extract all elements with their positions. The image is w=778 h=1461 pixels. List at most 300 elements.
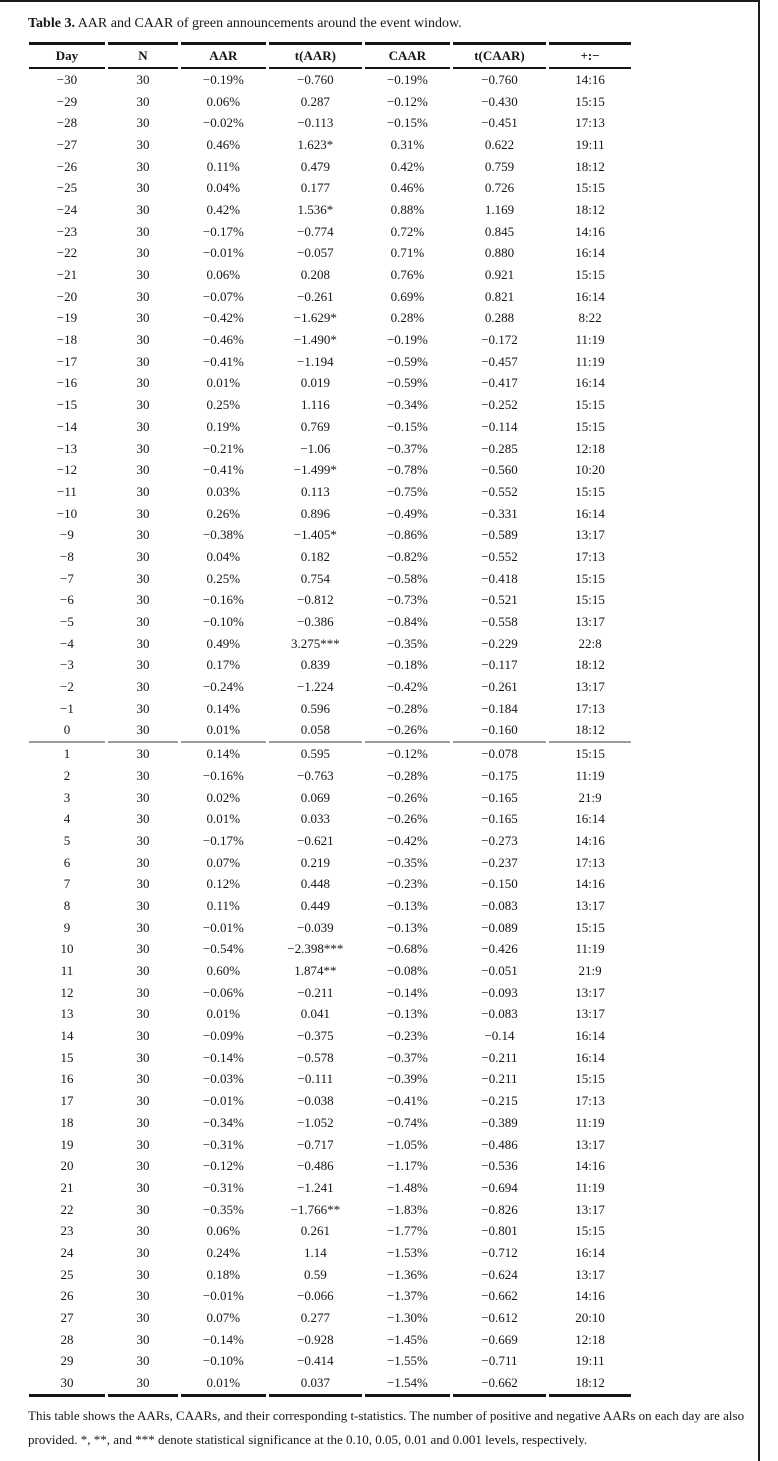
table-cell: 10 [60, 941, 74, 957]
table-cell: 18:12 [575, 158, 605, 174]
table-cell: −0.801 [481, 1223, 518, 1239]
table-cell: −1 [60, 700, 74, 716]
table-cell: 11:19 [575, 941, 605, 957]
table-cell: −0.093 [481, 984, 518, 1000]
table-cell: −0.19% [386, 332, 428, 348]
table-row [29, 982, 631, 1004]
table-cell: −1.37% [386, 1288, 428, 1304]
table-cell: 14 [60, 1028, 74, 1044]
table-cell: −0.089 [481, 919, 518, 935]
table-cell: −0.172 [481, 332, 518, 348]
table-cell: 19:11 [575, 1353, 605, 1369]
table-row [29, 917, 631, 939]
table-cell: 15:15 [549, 741, 631, 765]
table-cell: −0.417 [481, 375, 518, 391]
table-row [29, 939, 631, 961]
table-cell: 13:17 [575, 614, 605, 630]
table-cell: 0.24% [206, 1244, 241, 1260]
table-cell: 4 [63, 811, 71, 827]
table-cell: 30 [136, 267, 150, 283]
table-cell: 0.60% [206, 963, 241, 979]
table-row [29, 503, 631, 525]
table-cell: 8 [63, 897, 71, 913]
table-cell: −0.211 [481, 1049, 518, 1065]
table-cell: 30 [136, 1266, 150, 1282]
table-cell: 0.42% [390, 158, 425, 174]
table-cell: 30 [136, 223, 150, 239]
table-cell: −0.12% [202, 1158, 244, 1174]
table-cell: −0.39% [386, 1071, 428, 1087]
table-row [29, 852, 631, 874]
table-cell: 0.448 [300, 876, 330, 892]
table-cell: −0.066 [297, 1288, 334, 1304]
table-cell: 0.041 [300, 1006, 330, 1022]
table-cell: 18 [60, 1114, 74, 1130]
table-cell: −0.13% [386, 919, 428, 935]
table-cell: 11:19 [575, 767, 605, 783]
table-cell: −0.165 [481, 811, 518, 827]
table-cell: 30 [136, 548, 150, 564]
table-cell: 11:19 [575, 1179, 605, 1195]
table-cell: 13:17 [575, 897, 605, 913]
table-cell: 0.01% [181, 1372, 266, 1397]
table-cell: 30 [136, 332, 150, 348]
table-cell: −6 [60, 592, 74, 608]
table-cell: 30 [136, 245, 150, 261]
table-cell: 0.277 [300, 1310, 330, 1326]
table-row [29, 787, 631, 809]
table-cell: 30 [108, 1372, 178, 1397]
column-header: N [108, 42, 178, 69]
table-cell: −0.621 [297, 832, 334, 848]
table-cell: 30 [136, 1136, 150, 1152]
table-cell: 30 [136, 1201, 150, 1217]
table-cell: 0.46% [206, 136, 241, 152]
table-cell: −20 [56, 288, 78, 304]
table-cell: −0.261 [297, 288, 334, 304]
table-cell: 0.76% [390, 267, 425, 283]
table-cell: 30 [136, 462, 150, 478]
table-cell: 15:15 [575, 397, 605, 413]
table-cell: 0.449 [300, 897, 330, 913]
table-cell: 30 [136, 115, 150, 131]
table-cell: −0.111 [297, 1071, 334, 1087]
table-cell: 0.726 [484, 180, 515, 196]
table-cell: −0.229 [481, 635, 518, 651]
table-cell: −0.12% [365, 741, 450, 765]
table-cell: −0.14 [484, 1028, 515, 1044]
table-cell: −0.75% [386, 483, 428, 499]
table-row [29, 1220, 631, 1242]
table-cell: −5 [60, 614, 74, 630]
table-cell: 30 [136, 941, 150, 957]
table-title [28, 15, 748, 33]
table-cell: 0.02% [206, 789, 241, 805]
table-cell: −0.31% [202, 1179, 244, 1195]
table-cell: 28 [60, 1331, 74, 1347]
table-cell: −26 [56, 158, 78, 174]
table-cell: −0.86% [386, 527, 428, 543]
table-cell: −17 [56, 353, 78, 369]
table-cell: 0.59 [304, 1266, 327, 1282]
table-cell: −0.812 [297, 592, 334, 608]
table-cell: −0.28% [386, 700, 428, 716]
table-cell: 15:15 [575, 919, 605, 935]
table-row [29, 373, 631, 395]
table-row [29, 590, 631, 612]
table-cell: −0.211 [481, 1071, 518, 1087]
table-row [29, 69, 631, 91]
table-cell: −0.21% [202, 440, 244, 456]
table-footnote: This table shows the AARs, CAARs, and their corresponding t-statistics. The number of positive and negative AARs on each day are also provided. *, **, and *** denote statistical significance at the 0.10, 0.05, 0.01 and 0.001 levels, respectively. [28, 1407, 745, 1447]
table-row [29, 720, 631, 742]
table-cell: −0.184 [481, 700, 518, 716]
table-row [29, 1069, 631, 1091]
table-cell: 20:10 [575, 1310, 605, 1326]
table-cell: 0.14% [206, 700, 241, 716]
table-cell: −0.589 [481, 527, 518, 543]
table-cell: −0.113 [297, 115, 334, 131]
table-cell: 30 [136, 592, 150, 608]
table-cell: 0.06% [206, 1223, 241, 1239]
table-cell: 0.596 [300, 700, 330, 716]
table-cell: 16:14 [575, 1049, 605, 1065]
table-cell: −0.17% [202, 832, 244, 848]
table-cell: −0.38% [202, 527, 244, 543]
table-cell: 0.479 [300, 158, 330, 174]
table-cell: 15:15 [575, 1223, 605, 1239]
table-row [29, 221, 631, 243]
table-row [29, 676, 631, 698]
table-row [29, 481, 631, 503]
table-cell: −0.09% [202, 1028, 244, 1044]
table-cell: 0.019 [300, 375, 330, 391]
table-cell: 30 [136, 679, 150, 695]
column-header: CAAR [365, 42, 450, 69]
table-cell: 0.845 [484, 223, 515, 239]
table-cell: 0.12% [206, 876, 241, 892]
table-cell: 13:17 [575, 1266, 605, 1282]
table-cell: −0.19% [202, 71, 244, 87]
table-row [29, 1177, 631, 1199]
table-cell: −1.30% [386, 1310, 428, 1326]
column-header: +:− [549, 42, 631, 69]
table-cell: −0.386 [297, 614, 334, 630]
table-cell: 0.25% [206, 397, 241, 413]
table-cell: −0.558 [481, 614, 518, 630]
table-cell: 16:14 [575, 288, 605, 304]
table-cell: 0.921 [484, 267, 515, 283]
table-cell: 30 [136, 570, 150, 586]
table-cell: −0.051 [481, 963, 518, 979]
table-cell: 30 [136, 635, 150, 651]
table-cell: −15 [56, 397, 78, 413]
table-row [29, 546, 631, 568]
table-cell: −0.13% [386, 1006, 428, 1022]
table-cell: 15:15 [575, 93, 605, 109]
table-cell: −0.37% [386, 440, 428, 456]
table-row [29, 351, 631, 373]
table-cell: 21:9 [578, 963, 602, 979]
table-cell: 30 [136, 811, 150, 827]
table-cell: 0.287 [300, 93, 330, 109]
table-cell: 14:16 [575, 832, 605, 848]
table-cell: −1.224 [297, 679, 334, 695]
table-cell: −0.26% [386, 722, 428, 738]
table-cell: 0.058 [300, 722, 330, 738]
table-cell: −0.261 [481, 679, 518, 695]
table-cell: 0.769 [300, 418, 330, 434]
table-cell: −0.763 [297, 767, 334, 783]
table-cell: −0.42% [386, 679, 428, 695]
table-cell: −0.35% [202, 1201, 244, 1217]
table-cell: −0.717 [297, 1136, 334, 1152]
table-cell: −0.039 [297, 919, 334, 935]
table-cell: 30 [136, 919, 150, 935]
table-cell: −0.23% [386, 1028, 428, 1044]
table-cell: −0.41% [386, 1093, 428, 1109]
table-cell: 0.14% [181, 741, 266, 765]
table-cell: 11:19 [575, 1114, 605, 1130]
table-cell: 30 [136, 876, 150, 892]
table-cell: 30 [136, 310, 150, 326]
table-cell: 11:19 [575, 332, 605, 348]
table-cell: −0.01% [202, 919, 244, 935]
table-row [29, 1264, 631, 1286]
table-cell: −0.038 [297, 1093, 334, 1109]
table-cell: −0.46% [202, 332, 244, 348]
table-cell: 30 [136, 767, 150, 783]
table-cell: −1.241 [297, 1179, 334, 1195]
table-cell: 24 [60, 1244, 74, 1260]
table-row [29, 199, 631, 221]
table-cell: 15 [60, 1049, 74, 1065]
table-cell: 30 [136, 789, 150, 805]
table-cell: 30 [136, 1223, 150, 1239]
table-cell: −0.17% [202, 223, 244, 239]
table-cell: 0.208 [300, 267, 330, 283]
table-cell: −0.536 [481, 1158, 518, 1174]
table-cell: −1.194 [297, 353, 334, 369]
table-cell: −1.629* [293, 310, 337, 326]
table-cell: −27 [56, 136, 78, 152]
table-row [29, 91, 631, 113]
table-cell: −22 [56, 245, 78, 261]
table-cell: −0.14% [202, 1331, 244, 1347]
table-row [29, 1351, 631, 1373]
table-cell: −0.451 [481, 115, 518, 131]
table-cell: 16:14 [575, 505, 605, 521]
table-cell: 3 [63, 789, 71, 805]
table-cell: −0.28% [386, 767, 428, 783]
table-cell: −1.766** [290, 1201, 341, 1217]
table-cell: 12:18 [575, 440, 605, 456]
table-cell: −0.10% [202, 614, 244, 630]
table-cell: −0.74% [386, 1114, 428, 1130]
table-cell: 30 [136, 440, 150, 456]
table-cell: −0.165 [481, 789, 518, 805]
column-header: AAR [181, 42, 266, 69]
table-cell: −0.560 [481, 462, 518, 478]
table-cell: −8 [60, 548, 74, 564]
table-cell: 0.01% [206, 375, 241, 391]
table-cell: 16 [60, 1071, 74, 1087]
table-cell: −0.24% [202, 679, 244, 695]
table-cell: 0.26% [206, 505, 241, 521]
table-cell: −0.389 [481, 1114, 518, 1130]
table-cell: 0.04% [206, 548, 241, 564]
table-cell: 30 [136, 1028, 150, 1044]
table-cell: 0.07% [206, 1310, 241, 1326]
table-cell: 14:16 [575, 71, 605, 87]
table-row [29, 960, 631, 982]
table-cell: 30 [136, 353, 150, 369]
table-cell: −28 [56, 115, 78, 131]
table-cell: 5 [63, 832, 71, 848]
table-cell: 0.839 [300, 657, 330, 673]
table-cell: −0.457 [481, 353, 518, 369]
table-cell: −0.331 [481, 505, 518, 521]
table-row [29, 633, 631, 655]
table-cell: 18:12 [575, 201, 605, 217]
table-cell: 6 [63, 854, 71, 870]
table-cell: −0.114 [481, 418, 518, 434]
table-cell: 16:14 [575, 1244, 605, 1260]
table-cell: 13:17 [575, 1136, 605, 1152]
table-cell: −0.624 [481, 1266, 518, 1282]
column-header: t(AAR) [269, 42, 362, 69]
table-cell: 0.17% [206, 657, 241, 673]
table-row [29, 416, 631, 438]
table-header-row [29, 42, 631, 69]
table-cell: −25 [56, 180, 78, 196]
table-row [29, 112, 631, 134]
table-cell: 30 [136, 1114, 150, 1130]
table-cell: 14:16 [575, 1288, 605, 1304]
table-cell: −1.05% [386, 1136, 428, 1152]
table-cell: −0.84% [386, 614, 428, 630]
table-row [29, 1134, 631, 1156]
table-cell: 15:15 [575, 592, 605, 608]
table-cell: −0.59% [386, 353, 428, 369]
table-cell: −24 [56, 201, 78, 217]
table-cell: 0.01% [206, 1006, 241, 1022]
table-cell: −1.53% [386, 1244, 428, 1260]
table-cell: 30 [136, 1179, 150, 1195]
table-row [29, 308, 631, 330]
table-cell: 30 [136, 397, 150, 413]
table-cell: 18:12 [549, 1372, 631, 1397]
table-cell: 0 [63, 722, 71, 738]
table-cell: 0.880 [484, 245, 515, 261]
table-cell: 0.88% [390, 201, 425, 217]
table-cell: −0.06% [202, 984, 244, 1000]
table-body [29, 69, 631, 1397]
table-row [29, 568, 631, 590]
table-cell: −0.662 [453, 1372, 546, 1397]
table-cell: 30 [136, 1049, 150, 1065]
table-cell: 18:12 [575, 657, 605, 673]
table-row [29, 895, 631, 917]
table-row [29, 1329, 631, 1351]
table-row [29, 808, 631, 830]
table-cell: 16:14 [575, 375, 605, 391]
table-cell: −30 [56, 71, 78, 87]
table-row [29, 438, 631, 460]
table-cell: 30 [136, 1331, 150, 1347]
table-row [29, 156, 631, 178]
table-cell: 1.116 [300, 397, 330, 413]
table-cell: −0.49% [386, 505, 428, 521]
table-cell: 23 [60, 1223, 74, 1239]
table-cell: 13:17 [575, 527, 605, 543]
table-cell: −0.826 [481, 1201, 518, 1217]
table-cell: −0.14% [386, 984, 428, 1000]
table-cell: −0.78% [386, 462, 428, 478]
table-cell: −1.405* [293, 527, 337, 543]
table-cell: 7 [63, 876, 71, 892]
table-cell: −0.18% [386, 657, 428, 673]
table-cell: −0.237 [481, 854, 518, 870]
table-cell: 30 [136, 1353, 150, 1369]
table-cell: −0.35% [386, 635, 428, 651]
table-cell: −0.34% [386, 397, 428, 413]
table-cell: 1.874** [294, 963, 337, 979]
table-cell: −12 [56, 462, 78, 478]
table-cell: 0.28% [390, 310, 425, 326]
column-header: t(CAAR) [453, 42, 546, 69]
table-cell: 30 [136, 418, 150, 434]
table-cell: 16:14 [575, 1028, 605, 1044]
table-row [29, 1155, 631, 1177]
table-cell: −0.083 [481, 897, 518, 913]
table-cell: −0.82% [386, 548, 428, 564]
table-cell: −1.48% [386, 1179, 428, 1195]
table-cell: 0.177 [300, 180, 330, 196]
table-row [29, 286, 631, 308]
table-cell: −16 [56, 375, 78, 391]
table-cell: 30 [136, 984, 150, 1000]
table-cell: −0.083 [481, 1006, 518, 1022]
table-cell: 17:13 [575, 115, 605, 131]
table-cell: 0.759 [484, 158, 515, 174]
table-cell: −0.057 [297, 245, 334, 261]
table-cell: −0.175 [481, 767, 518, 783]
table-cell: 0.06% [206, 93, 241, 109]
table-cell: −0.26% [386, 811, 428, 827]
table-row [29, 1372, 631, 1397]
table-cell: −1.45% [386, 1331, 428, 1347]
table-cell: 30 [136, 483, 150, 499]
table-cell: −0.285 [481, 440, 518, 456]
table-cell: −0.928 [297, 1331, 334, 1347]
table-cell: −1.17% [386, 1158, 428, 1174]
table-cell: 0.037 [269, 1372, 362, 1397]
table-cell: 30 [136, 897, 150, 913]
table-cell: 0.033 [300, 811, 330, 827]
table-cell: 30 [136, 158, 150, 174]
table-cell: 0.261 [300, 1223, 330, 1239]
table-cell: 15:15 [575, 418, 605, 434]
table-row [29, 611, 631, 633]
table-cell: 17:13 [575, 1093, 605, 1109]
table-cell: 2 [63, 767, 71, 783]
table-cell: 26 [60, 1288, 74, 1304]
table-cell: −0.02% [202, 115, 244, 131]
table-cell: −0.12% [386, 93, 428, 109]
table-cell: −0.375 [297, 1028, 334, 1044]
table-cell: 0.19% [206, 418, 241, 434]
